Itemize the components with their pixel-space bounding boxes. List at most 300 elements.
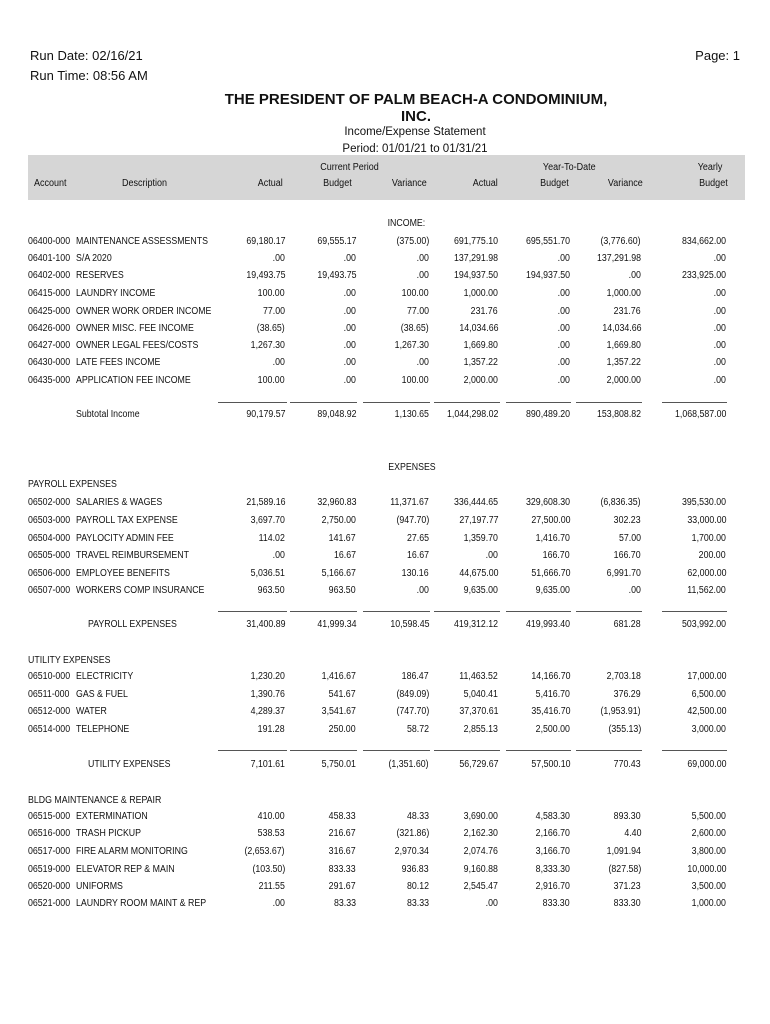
- yearly-budget-value: .00: [713, 253, 726, 264]
- current-actual-value: .00: [272, 357, 285, 368]
- current-actual-value: .00: [272, 898, 285, 909]
- ytd-budget-value: 194,937.50: [525, 270, 570, 281]
- ytd-budget-value: 5,416.70: [535, 689, 570, 700]
- account-number: 06426-000: [28, 323, 71, 334]
- current-actual-value: 21,589.16: [245, 497, 285, 508]
- current-variance-value: 2,970.34: [394, 846, 429, 857]
- current-actual-value: 191.28: [258, 724, 285, 735]
- current-actual-value: 538.53: [258, 828, 285, 839]
- account-description: EMPLOYEE BENEFITS: [76, 568, 170, 579]
- current-variance-value: .00: [416, 357, 429, 368]
- account-description: SALARIES & WAGES: [76, 497, 163, 508]
- ytd-actual-value: .00: [485, 550, 498, 561]
- ytd-actual-value: 5,040.41: [463, 689, 498, 700]
- ytd-variance-value: (3,776.60): [600, 236, 641, 247]
- account-number: 06430-000: [28, 357, 71, 368]
- current-actual-value: 4,289.37: [250, 706, 285, 717]
- account-description: FIRE ALARM MONITORING: [76, 846, 188, 857]
- account-description: OWNER LEGAL FEES/COSTS: [76, 340, 199, 351]
- current-variance-value: (747.70): [396, 706, 429, 717]
- current-actual-value: 410.00: [258, 811, 285, 822]
- ytd-actual-value: 1,357.22: [463, 357, 498, 368]
- ytd-variance-value: 2,703.18: [606, 671, 641, 682]
- ytd-variance-header: Variance: [608, 178, 643, 189]
- ytd-budget-value: 1,416.70: [535, 533, 570, 544]
- ytd-budget-value: 166.70: [543, 550, 570, 561]
- account-description: ELECTRICITY: [76, 671, 134, 682]
- current-actual-value: (103.50): [252, 864, 285, 875]
- company-title-line2: INC.: [401, 108, 431, 125]
- ytd-variance-subtotal: 770.43: [614, 759, 641, 770]
- table-row: [0, 898, 770, 914]
- current-budget-value: .00: [343, 357, 356, 368]
- account-description: MAINTENANCE ASSESSMENTS: [76, 236, 209, 247]
- account-number: 06521-000: [28, 898, 71, 909]
- ytd-variance-value: 893.30: [614, 811, 641, 822]
- current-budget-value: 216.67: [329, 828, 356, 839]
- table-row: [0, 533, 770, 549]
- current-budget-value: 291.67: [329, 881, 356, 892]
- current-actual-value: 5,036.51: [250, 568, 285, 579]
- ytd-variance-subtotal: 681.28: [614, 619, 641, 630]
- yearly-budget-value: 834,662.00: [681, 236, 726, 247]
- current-actual-value: 100.00: [258, 288, 285, 299]
- ytd-variance-value: (6,836.35): [600, 497, 641, 508]
- subtotal-rule: [363, 402, 430, 403]
- ytd-actual-value: 11,463.52: [459, 671, 498, 682]
- yearly-budget-value: 1,000.00: [691, 898, 726, 909]
- ytd-actual-value: 9,160.88: [463, 864, 498, 875]
- ytd-actual-value: .00: [485, 898, 498, 909]
- subtotal-rule: [434, 750, 500, 751]
- utility-section-label: UTILITY EXPENSES: [28, 655, 111, 666]
- page-number: Page: 1: [695, 48, 740, 63]
- table-row: [0, 846, 770, 862]
- current-variance-subtotal: 10,598.45: [389, 619, 429, 630]
- current-budget-value: 458.33: [329, 811, 356, 822]
- subtotal-rule: [290, 750, 357, 751]
- account-description: OWNER MISC. FEE INCOME: [76, 323, 194, 334]
- description-header: Description: [122, 178, 168, 189]
- subtotal-rule: [218, 402, 287, 403]
- account-description: LAUNDRY ROOM MAINT & REP: [76, 898, 207, 909]
- ytd-variance-value: 2,000.00: [606, 375, 641, 386]
- ytd-actual-value: 44,675.00: [458, 568, 498, 579]
- subtotal-rule: [662, 402, 727, 403]
- table-row: [0, 671, 770, 687]
- yearly-budget-value: 10,000.00: [686, 864, 726, 875]
- account-description: TELEPHONE: [76, 724, 130, 735]
- account-description: ELEVATOR REP & MAIN: [76, 864, 175, 875]
- ytd-actual-value: 27,197.77: [458, 515, 498, 526]
- ytd-budget-value: 2,916.70: [535, 881, 570, 892]
- table-row: [0, 706, 770, 722]
- yearly-budget-value: 3,500.00: [691, 881, 726, 892]
- subtotal-rule: [662, 611, 727, 612]
- ytd-variance-value: (1,953.91): [600, 706, 641, 717]
- current-budget-value: 19,493.75: [316, 270, 356, 281]
- current-actual-value: 1,230.20: [250, 671, 285, 682]
- current-variance-value: (849.09): [396, 689, 429, 700]
- current-budget-value: 32,960.83: [316, 497, 356, 508]
- yearly-budget-value: .00: [713, 288, 726, 299]
- ytd-variance-value: 57.00: [618, 533, 641, 544]
- ytd-budget-value: .00: [557, 375, 570, 386]
- ytd-variance-value: 371.23: [614, 881, 641, 892]
- yearly-budget-value: 3,000.00: [691, 724, 726, 735]
- current-budget-value: 541.67: [329, 689, 356, 700]
- current-actual-value: 19,493.75: [245, 270, 285, 281]
- table-row: [0, 864, 770, 880]
- ytd-variance-value: 14,034.66: [601, 323, 641, 334]
- account-description: GAS & FUEL: [76, 689, 128, 700]
- yearly-budget-value: .00: [713, 340, 726, 351]
- ytd-actual-value: 2,162.30: [463, 828, 498, 839]
- payroll-section-label: PAYROLL EXPENSES: [28, 479, 117, 490]
- statement-period: Period: 01/01/21 to 01/31/21: [342, 143, 488, 155]
- current-budget-value: 316.67: [329, 846, 356, 857]
- account-number: 06519-000: [28, 864, 71, 875]
- account-number: 06514-000: [28, 724, 71, 735]
- yearly-budget-value: 42,500.00: [686, 706, 726, 717]
- ytd-budget-subtotal: 57,500.10: [530, 759, 570, 770]
- ytd-variance-subtotal: 153,808.82: [596, 409, 641, 420]
- ytd-actual-value: 691,775.10: [453, 236, 498, 247]
- current-variance-value: 16.67: [406, 550, 429, 561]
- current-budget-value: 2,750.00: [321, 515, 356, 526]
- ytd-actual-value: 3,690.00: [463, 811, 498, 822]
- subtotal-label: Subtotal Income: [76, 409, 140, 420]
- table-row: [0, 550, 770, 566]
- current-variance-value: .00: [416, 585, 429, 596]
- current-budget-value: 69,555.17: [316, 236, 356, 247]
- ytd-variance-value: 833.30: [614, 898, 641, 909]
- current-variance-value: 27.65: [406, 533, 429, 544]
- subtotal-rule: [506, 750, 571, 751]
- current-variance-value: 48.33: [406, 811, 429, 822]
- current-budget-value: 250.00: [329, 724, 356, 735]
- table-row: [0, 357, 770, 373]
- ytd-budget-value: .00: [557, 306, 570, 317]
- account-number: 06516-000: [28, 828, 71, 839]
- account-description: UNIFORMS: [76, 881, 123, 892]
- subtotal-rule: [218, 750, 287, 751]
- ytd-budget-value: 2,500.00: [535, 724, 570, 735]
- account-number: 06520-000: [28, 881, 71, 892]
- table-row: [0, 236, 770, 252]
- ytd-budget-value: 2,166.70: [535, 828, 570, 839]
- yearly-budget-subtotal: 503,992.00: [681, 619, 726, 630]
- statement-name: Income/Expense Statement: [344, 126, 486, 138]
- yearly-budget-value: 17,000.00: [686, 671, 726, 682]
- current-variance-value: 83.33: [406, 898, 429, 909]
- current-budget-value: .00: [343, 253, 356, 264]
- table-row: [0, 323, 770, 339]
- ytd-variance-value: 166.70: [614, 550, 641, 561]
- current-variance-value: 77.00: [406, 306, 429, 317]
- table-row: [0, 270, 770, 286]
- account-number: 06425-000: [28, 306, 71, 317]
- account-description: PAYROLL TAX EXPENSE: [76, 515, 178, 526]
- yearly-budget-value: 62,000.00: [686, 568, 726, 579]
- ytd-actual-value: 137,291.98: [453, 253, 498, 264]
- ytd-variance-value: (827.58): [608, 864, 641, 875]
- current-variance-value: (375.00): [396, 236, 429, 247]
- current-variance-value: 186.47: [402, 671, 429, 682]
- subtotal-rule: [576, 750, 642, 751]
- subtotal-rule: [434, 402, 500, 403]
- ytd-variance-value: 1,357.22: [606, 357, 641, 368]
- ytd-actual-value: 1,669.80: [463, 340, 498, 351]
- table-row: [0, 724, 770, 740]
- current-actual-value: 1,390.76: [250, 689, 285, 700]
- yearly-budget-value: 2,600.00: [691, 828, 726, 839]
- account-description: WATER: [76, 706, 107, 717]
- yearly-budget-value: .00: [713, 375, 726, 386]
- yearly-budget-value: 200.00: [699, 550, 726, 561]
- current-variance-value: 936.83: [402, 864, 429, 875]
- table-row: [0, 306, 770, 322]
- account-number: 06515-000: [28, 811, 71, 822]
- ytd-variance-value: 1,091.94: [606, 846, 641, 857]
- current-actual-value: .00: [272, 253, 285, 264]
- ytd-variance-value: 1,000.00: [606, 288, 641, 299]
- current-actual-value: 3,697.70: [250, 515, 285, 526]
- subtotal-row: [0, 759, 770, 775]
- account-description: PAYLOCITY ADMIN FEE: [76, 533, 174, 544]
- current-actual-value: .00: [272, 550, 285, 561]
- current-actual-subtotal: 31,400.89: [245, 619, 285, 630]
- table-row: [0, 689, 770, 705]
- yearly-budget-value: 3,800.00: [691, 846, 726, 857]
- account-description: APPLICATION FEE INCOME: [76, 375, 191, 386]
- subtotal-rule: [576, 402, 642, 403]
- current-variance-value: (947.70): [396, 515, 429, 526]
- ytd-actual-value: 2,855.13: [463, 724, 498, 735]
- yearly-budget-value: 5,500.00: [691, 811, 726, 822]
- account-number: 06427-000: [28, 340, 71, 351]
- current-actual-value: 114.02: [258, 533, 285, 544]
- yearly-header: Yearly: [697, 162, 722, 173]
- account-number: 06503-000: [28, 515, 71, 526]
- current-period-header: Current Period: [320, 162, 379, 173]
- ytd-budget-value: 3,166.70: [535, 846, 570, 857]
- current-variance-value: (38.65): [401, 323, 429, 334]
- current-actual-value: (38.65): [257, 323, 285, 334]
- table-row: [0, 497, 770, 513]
- current-actual-value: 77.00: [262, 306, 285, 317]
- ytd-budget-value: 833.30: [543, 898, 570, 909]
- current-variance-value: 11,371.67: [390, 497, 429, 508]
- ytd-variance-value: 376.29: [614, 689, 641, 700]
- ytd-budget-value: 4,583.30: [535, 811, 570, 822]
- ytd-budget-value: 695,551.70: [525, 236, 570, 247]
- subtotal-rule: [218, 611, 287, 612]
- yearly-budget-value: .00: [713, 323, 726, 334]
- table-row: [0, 811, 770, 827]
- ytd-variance-value: 302.23: [614, 515, 641, 526]
- current-variance-value: 58.72: [406, 724, 429, 735]
- ytd-actual-value: 2,545.47: [463, 881, 498, 892]
- ytd-actual-value: 9,635.00: [463, 585, 498, 596]
- yearly-budget-value: 6,500.00: [691, 689, 726, 700]
- run-date: Run Date: 02/16/21: [30, 48, 143, 63]
- table-row: [0, 253, 770, 269]
- current-variance-subtotal: 1,130.65: [394, 409, 429, 420]
- year-to-date-header: Year-To-Date: [543, 162, 597, 173]
- account-number: 06507-000: [28, 585, 71, 596]
- ytd-budget-value: .00: [557, 357, 570, 368]
- current-budget-value: 83.33: [333, 898, 356, 909]
- current-budget-value: 141.67: [329, 533, 356, 544]
- company-title-line1: THE PRESIDENT OF PALM BEACH-A CONDOMINIUM,: [224, 91, 608, 108]
- subtotal-label: PAYROLL EXPENSES: [88, 619, 177, 630]
- subtotal-rule: [506, 611, 571, 612]
- account-description: LATE FEES INCOME: [76, 357, 161, 368]
- subtotal-row: [0, 409, 770, 425]
- ytd-variance-value: 4.40: [623, 828, 641, 839]
- current-actual-value: 100.00: [258, 375, 285, 386]
- yearly-budget-value: .00: [713, 357, 726, 368]
- current-budget-value: 3,541.67: [321, 706, 356, 717]
- current-budget-value: 833.33: [329, 864, 356, 875]
- current-actual-value: 69,180.17: [245, 236, 285, 247]
- account-description: S/A 2020: [76, 253, 112, 264]
- account-number: 06511-000: [28, 689, 70, 700]
- yearly-budget-value: 11,562.00: [687, 585, 726, 596]
- ytd-variance-value: 231.76: [614, 306, 641, 317]
- current-actual-value: 211.55: [258, 881, 285, 892]
- subtotal-row: [0, 619, 770, 635]
- ytd-budget-value: .00: [557, 253, 570, 264]
- ytd-actual-header: Actual: [472, 178, 498, 189]
- ytd-actual-value: 194,937.50: [453, 270, 498, 281]
- current-actual-subtotal: 7,101.61: [250, 759, 285, 770]
- expenses-section-label: EXPENSES: [388, 462, 436, 473]
- table-row: [0, 568, 770, 584]
- ytd-actual-value: 1,359.70: [463, 533, 498, 544]
- ytd-actual-subtotal: 56,729.67: [458, 759, 498, 770]
- current-actual-subtotal: 90,179.57: [245, 409, 285, 420]
- account-description: EXTERMINATION: [76, 811, 148, 822]
- table-row: [0, 585, 770, 601]
- account-number: 06402-000: [28, 270, 71, 281]
- account-description: WORKERS COMP INSURANCE: [76, 585, 205, 596]
- ytd-actual-value: 2,074.76: [463, 846, 498, 857]
- account-number: 06517-000: [28, 846, 71, 857]
- subtotal-label: UTILITY EXPENSES: [88, 759, 171, 770]
- yearly-budget-subtotal: 69,000.00: [686, 759, 726, 770]
- ytd-budget-value: 51,666.70: [530, 568, 570, 579]
- table-row: [0, 375, 770, 391]
- ytd-budget-value: 8,333.30: [535, 864, 570, 875]
- ytd-actual-value: 1,000.00: [463, 288, 498, 299]
- ytd-actual-value: 37,370.61: [458, 706, 498, 717]
- current-variance-subtotal: (1,351.60): [388, 759, 429, 770]
- current-variance-value: 80.12: [406, 881, 429, 892]
- subtotal-rule: [363, 750, 430, 751]
- ytd-budget-value: 27,500.00: [530, 515, 570, 526]
- ytd-budget-value: 329,608.30: [525, 497, 570, 508]
- account-description: RESERVES: [76, 270, 124, 281]
- account-number: 06415-000: [28, 288, 71, 299]
- yearly-budget-value: .00: [713, 306, 726, 317]
- current-budget-value: 16.67: [333, 550, 356, 561]
- ytd-actual-value: 14,034.66: [458, 323, 498, 334]
- subtotal-rule: [576, 611, 642, 612]
- account-number: 06504-000: [28, 533, 71, 544]
- current-budget-value: 5,166.67: [321, 568, 356, 579]
- account-number: 06502-000: [28, 497, 71, 508]
- current-variance-value: 100.00: [402, 375, 429, 386]
- yearly-budget-value: 233,925.00: [681, 270, 726, 281]
- run-time: Run Time: 08:56 AM: [30, 68, 148, 83]
- current-variance-value: .00: [416, 253, 429, 264]
- ytd-budget-value: 14,166.70: [530, 671, 570, 682]
- ytd-budget-subtotal: 419,993.40: [525, 619, 570, 630]
- subtotal-rule: [506, 402, 571, 403]
- current-actual-header: Actual: [257, 178, 283, 189]
- ytd-variance-value: .00: [628, 270, 641, 281]
- table-row: [0, 288, 770, 304]
- yearly-budget-value: 395,530.00: [681, 497, 726, 508]
- ytd-budget-value: 9,635.00: [535, 585, 570, 596]
- ytd-actual-value: 231.76: [471, 306, 498, 317]
- table-row: [0, 340, 770, 356]
- table-row: [0, 828, 770, 844]
- table-row: [0, 515, 770, 531]
- current-variance-header: Variance: [392, 178, 427, 189]
- ytd-variance-value: (355.13): [608, 724, 641, 735]
- yearly-budget-value: 1,700.00: [691, 533, 726, 544]
- ytd-budget-header: Budget: [540, 178, 569, 189]
- ytd-variance-value: .00: [628, 585, 641, 596]
- account-description: LAUNDRY INCOME: [76, 288, 156, 299]
- subtotal-rule: [363, 611, 430, 612]
- current-budget-subtotal: 5,750.01: [321, 759, 356, 770]
- subtotal-rule: [434, 611, 500, 612]
- account-number: 06510-000: [28, 671, 71, 682]
- current-variance-value: 1,267.30: [394, 340, 429, 351]
- current-budget-value: .00: [343, 306, 356, 317]
- current-variance-value: 100.00: [402, 288, 429, 299]
- ytd-budget-value: .00: [557, 323, 570, 334]
- yearly-budget-header: Budget: [699, 178, 728, 189]
- current-budget-value: .00: [343, 323, 356, 334]
- current-budget-header: Budget: [323, 178, 352, 189]
- current-actual-value: 1,267.30: [250, 340, 285, 351]
- ytd-budget-value: 35,416.70: [530, 706, 570, 717]
- income-section-label: INCOME:: [387, 218, 426, 229]
- yearly-budget-subtotal: 1,068,587.00: [674, 409, 726, 420]
- account-description: OWNER WORK ORDER INCOME: [76, 306, 212, 317]
- ytd-budget-subtotal: 890,489.20: [525, 409, 570, 420]
- ytd-actual-subtotal: 1,044,298.02: [446, 409, 498, 420]
- current-budget-value: .00: [343, 288, 356, 299]
- ytd-budget-value: .00: [557, 288, 570, 299]
- ytd-actual-value: 2,000.00: [463, 375, 498, 386]
- subtotal-rule: [290, 402, 357, 403]
- current-budget-value: .00: [343, 340, 356, 351]
- ytd-variance-value: 1,669.80: [606, 340, 641, 351]
- bldg-section-label: BLDG MAINTENANCE & REPAIR: [28, 795, 162, 806]
- current-variance-value: (321.86): [396, 828, 429, 839]
- account-description: TRAVEL REIMBURSEMENT: [76, 550, 189, 561]
- account-number: 06400-000: [28, 236, 71, 247]
- ytd-variance-value: 6,991.70: [606, 568, 641, 579]
- yearly-budget-value: 33,000.00: [686, 515, 726, 526]
- account-number: 06512-000: [28, 706, 71, 717]
